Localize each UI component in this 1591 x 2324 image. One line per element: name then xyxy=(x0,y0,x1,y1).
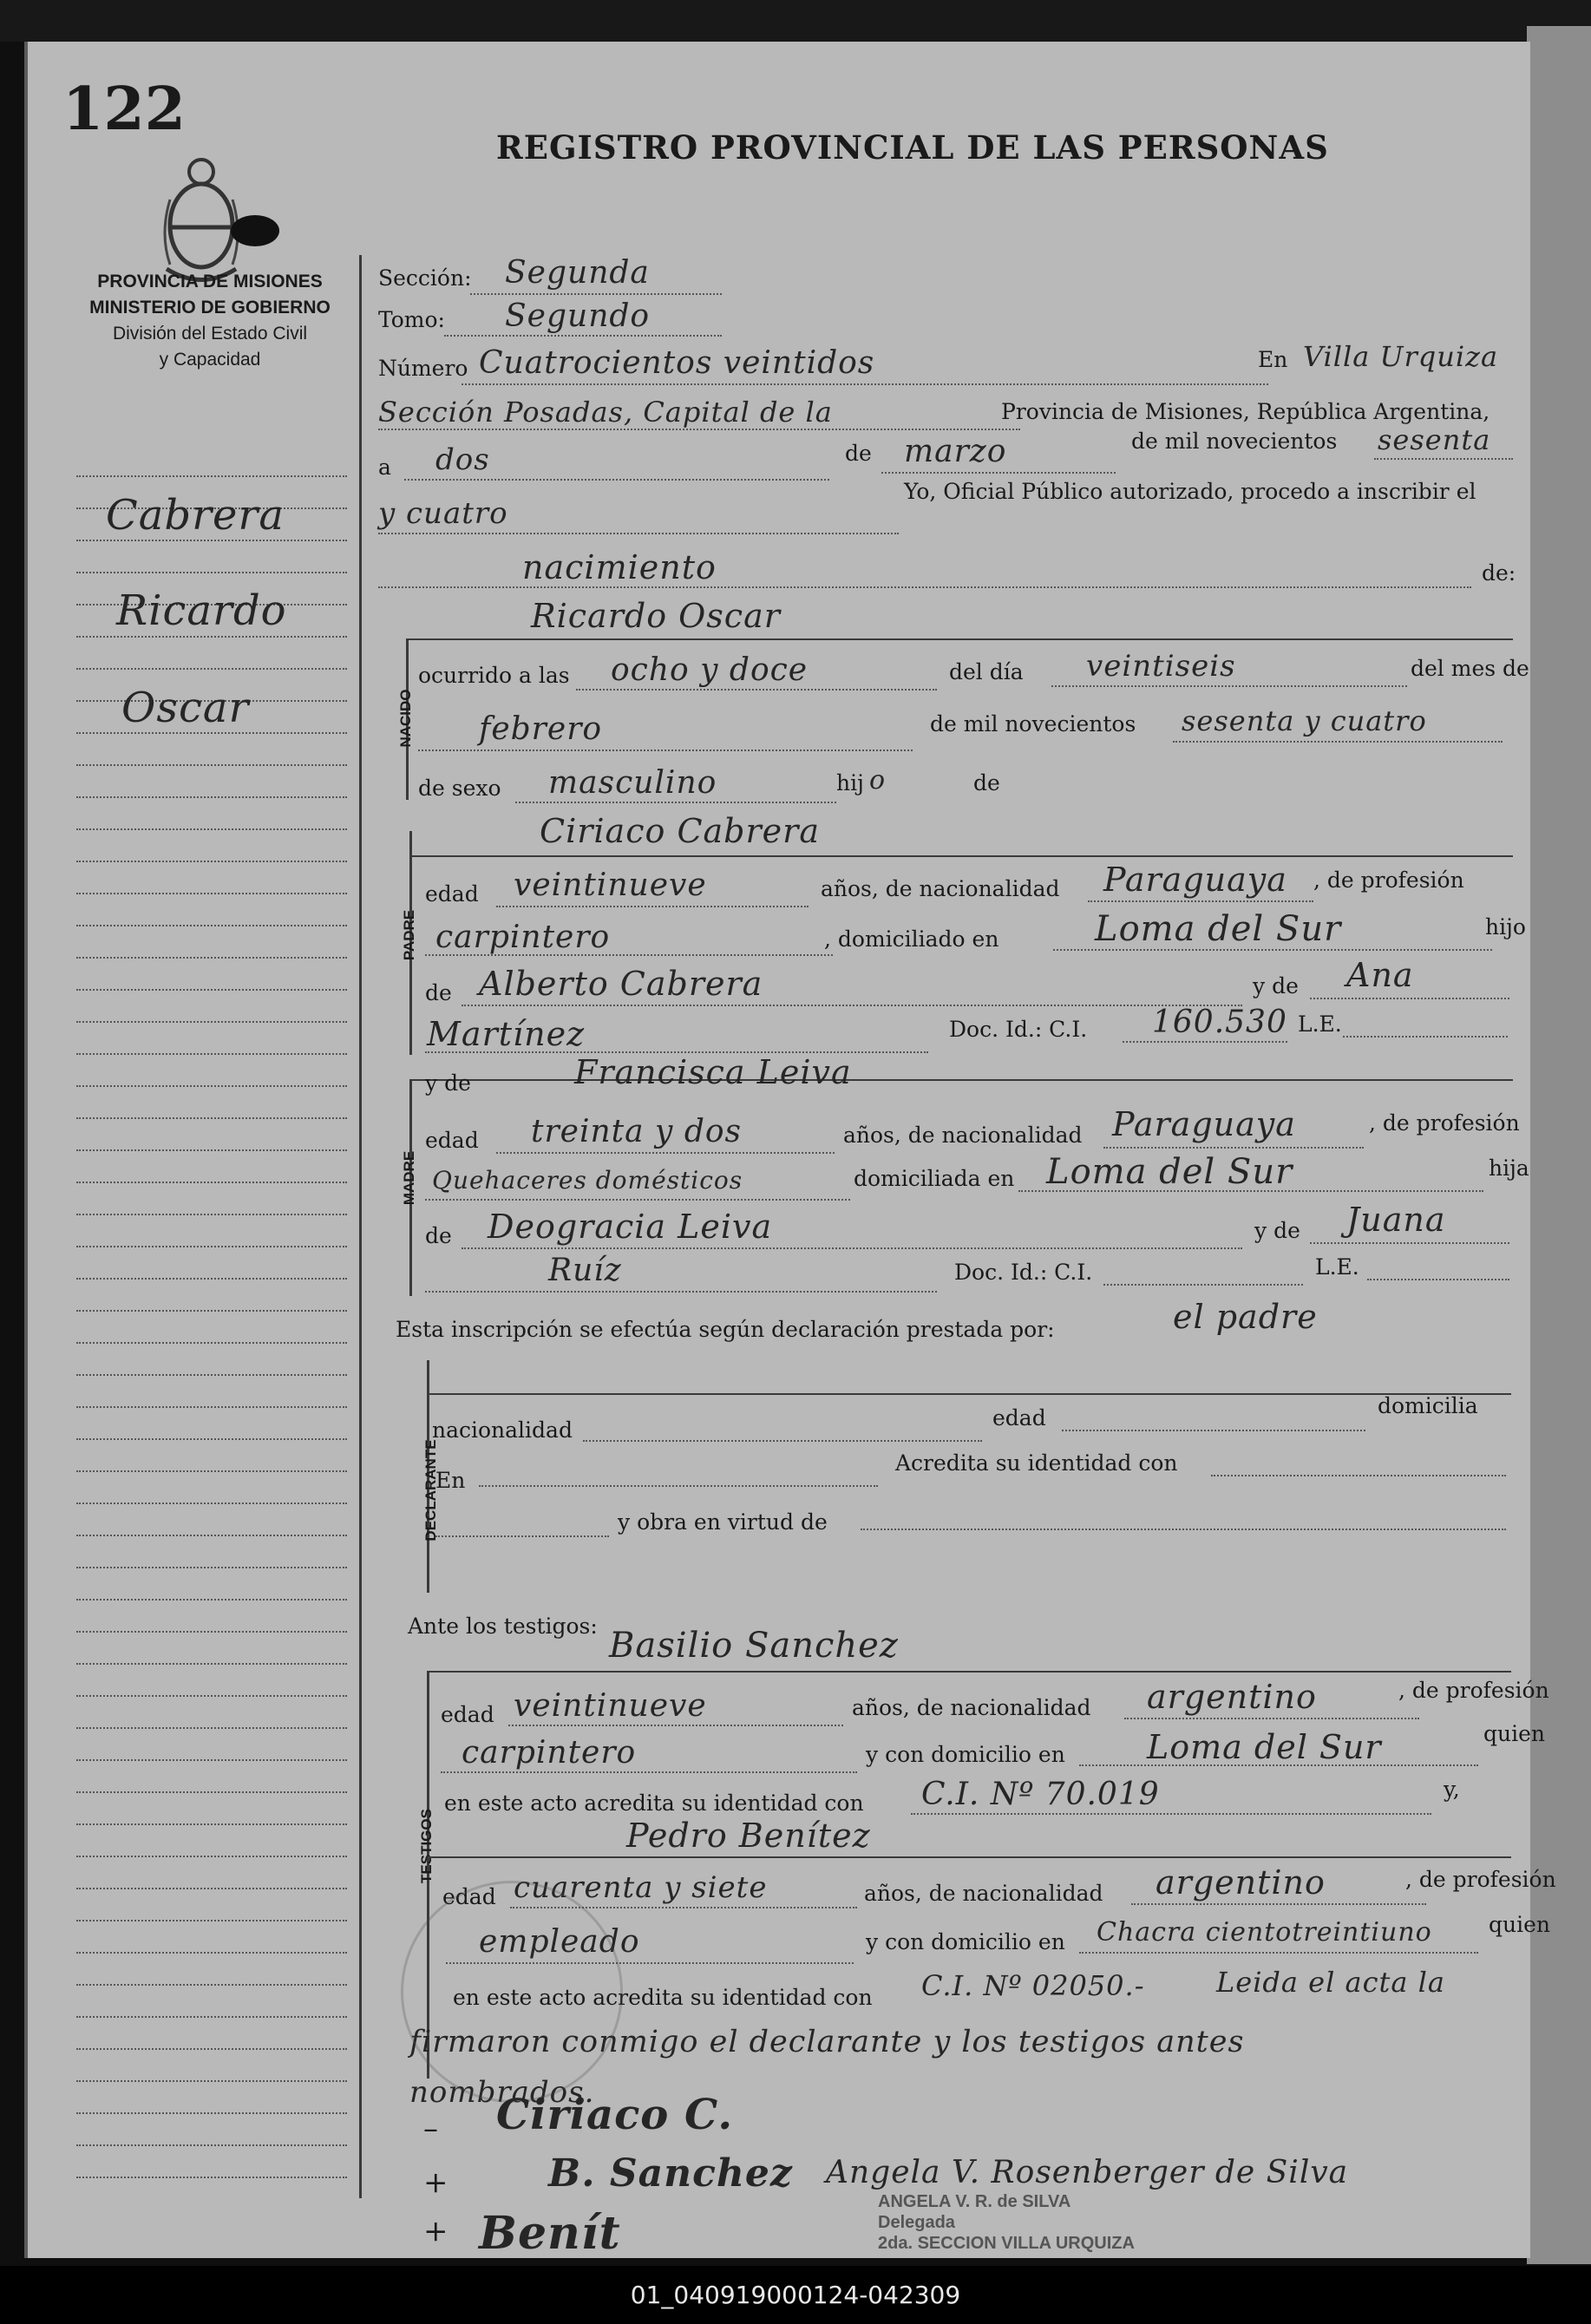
label-madre-le: L.E. xyxy=(1315,1254,1359,1280)
margin-rule-line xyxy=(76,1182,347,1183)
margin-rule-line xyxy=(76,732,347,734)
value-t2-prof: empleado xyxy=(479,1924,640,1960)
label-dec-en: En xyxy=(435,1468,466,1493)
label-padre-prof: , de profesión xyxy=(1313,867,1464,893)
margin-middle-name: Oscar xyxy=(121,684,250,732)
label-padre-doc: Doc. Id.: C.I. xyxy=(949,1017,1088,1042)
value-t1-doc: C.I. Nº 70.019 xyxy=(921,1777,1160,1812)
margin-rule-line xyxy=(76,1021,347,1023)
value-numero: Cuatrocientos veintidos xyxy=(479,345,875,381)
dotted-line xyxy=(1123,1041,1287,1043)
label-hij: hij xyxy=(836,770,864,795)
section-rule xyxy=(427,1856,1511,1858)
office-province: PROVINCIA DE MISIONES xyxy=(97,272,323,291)
value-t1-edad: veintinueve xyxy=(514,1688,707,1724)
margin-surname: Cabrera xyxy=(106,491,285,540)
label-t2-dom: y con domicilio en xyxy=(866,1929,1065,1954)
label-t2-prof: , de profesión xyxy=(1405,1867,1556,1892)
label-t2-quien: quien xyxy=(1489,1912,1550,1937)
dotted-line xyxy=(444,335,722,337)
dotted-line xyxy=(435,1535,609,1537)
label-t1-quien: quien xyxy=(1483,1721,1545,1746)
section-rule xyxy=(427,1393,1511,1395)
value-t1-dom: Loma del Sur xyxy=(1147,1728,1382,1766)
margin-rule-line xyxy=(76,1984,347,1986)
value-t1-nombre: Basilio Sanchez xyxy=(609,1626,899,1666)
margin-rule-line xyxy=(76,668,347,670)
dotted-line xyxy=(861,1529,1506,1530)
margin-rule-line xyxy=(76,1663,347,1665)
value-padre-madre-b: Martínez xyxy=(427,1015,586,1053)
dotted-line xyxy=(583,1440,982,1442)
margin-rule-line xyxy=(76,1567,347,1568)
margin-rule-line xyxy=(76,861,347,862)
label-hijo: hijo xyxy=(1485,914,1526,939)
dotted-line xyxy=(1103,1147,1364,1149)
label-tomo: Tomo: xyxy=(378,307,445,332)
label-padre-edad: edad xyxy=(425,881,479,907)
page-number: 122 xyxy=(62,75,186,144)
value-seccion-ciudad: Sección Posadas, Capital de la xyxy=(378,396,833,429)
value-nombre: Ricardo Oscar xyxy=(531,597,781,635)
margin-rule-line xyxy=(76,2177,347,2178)
margin-rule-line xyxy=(76,1374,347,1376)
margin-rule-line xyxy=(76,1502,347,1504)
office-ministry: MINISTERIO DE GOBIERNO xyxy=(89,298,331,318)
margin-rule-line xyxy=(76,1470,347,1472)
dotted-line xyxy=(441,1771,857,1773)
value-padre-ci: 160.530 xyxy=(1152,1005,1287,1040)
margin-rule-line xyxy=(76,1727,347,1729)
value-t2-nombre: Pedro Benítez xyxy=(626,1817,871,1855)
dotted-line xyxy=(404,479,829,481)
margin-rule-line xyxy=(76,572,347,573)
margin-rule-line xyxy=(76,1952,347,1954)
label-madre-nac: años, de nacionalidad xyxy=(843,1123,1083,1148)
dotted-line xyxy=(1062,1430,1365,1431)
label-seccion: Sección: xyxy=(378,265,472,291)
dotted-line xyxy=(378,586,1471,588)
registry-page xyxy=(24,42,1556,2260)
value-acto: nacimiento xyxy=(522,548,717,586)
value-madre-edad: treinta y dos xyxy=(531,1114,743,1149)
value-dia-nac: veintiseis xyxy=(1086,649,1236,684)
margin-rule-line xyxy=(76,1053,347,1055)
dotted-line xyxy=(515,802,836,803)
dotted-line xyxy=(462,1247,1242,1249)
margin-rule-line xyxy=(76,1085,347,1087)
margin-rule-line xyxy=(76,1438,347,1440)
label-padre-dom: , domiciliado en xyxy=(824,926,999,952)
margin-rule-line xyxy=(76,1342,347,1344)
dotted-line xyxy=(462,383,1268,385)
stamp-name: ANGELA V. R. de SILVA xyxy=(878,2192,1071,2211)
value-t2-nac: argentino xyxy=(1156,1863,1326,1902)
section-rule xyxy=(409,855,1513,857)
margin-rule-line xyxy=(76,2080,347,2082)
stamp-office: 2da. SECCION VILLA URQUIZA xyxy=(878,2234,1135,2253)
margin-rule-line xyxy=(76,828,347,830)
value-hora: ocho y doce xyxy=(611,652,809,688)
signature-oficial: Angela V. Rosenberger de Silva xyxy=(826,2155,1349,2190)
value-madre-madre-a: Juana xyxy=(1346,1201,1446,1239)
margin-rule-line xyxy=(76,636,347,638)
label-t1-dom: y con domicilio en xyxy=(866,1742,1065,1767)
dotted-line xyxy=(1343,1036,1508,1038)
value-padre: Ciriaco Cabrera xyxy=(540,812,820,850)
label-ante-testigos: Ante los testigos: xyxy=(408,1614,598,1639)
value-padre-padre: Alberto Cabrera xyxy=(479,965,763,1003)
office-division: División del Estado Civil xyxy=(112,324,308,344)
margin-rule-line xyxy=(76,796,347,798)
value-t2-dom: Chacra cientotreintiuno xyxy=(1097,1917,1432,1948)
dotted-line xyxy=(911,1813,1431,1815)
dotted-line xyxy=(479,1485,878,1487)
label-dec-nacionalidad: nacionalidad xyxy=(432,1417,573,1443)
margin-rule-line xyxy=(76,2048,347,2050)
value-mes-nac: febrero xyxy=(479,711,603,747)
value-mes: marzo xyxy=(904,434,1007,469)
dotted-line xyxy=(1124,1718,1419,1719)
dotted-line xyxy=(1088,900,1313,902)
value-tomo: Segundo xyxy=(505,298,651,334)
value-declarante: el padre xyxy=(1173,1298,1318,1336)
dotted-line xyxy=(496,1152,835,1154)
label-sexo: de sexo xyxy=(418,776,501,801)
margin-rule-line xyxy=(76,957,347,959)
margin-rule-line xyxy=(76,1278,347,1280)
label-hija: hija xyxy=(1489,1155,1529,1181)
cross-mark: + xyxy=(423,2214,448,2249)
file-id: 01_040919000124-042309 xyxy=(630,2281,961,2309)
dash-mark: – xyxy=(423,2111,438,2146)
label-del-mes: del mes de xyxy=(1411,656,1529,681)
label-t2-edad: edad xyxy=(442,1884,496,1909)
label-dec-edad: edad xyxy=(992,1405,1046,1430)
margin-rule-line xyxy=(76,1310,347,1312)
margin-rule-line xyxy=(76,1856,347,1857)
value-t2-doc: C.I. Nº 02050.- xyxy=(921,1969,1145,2002)
value-cierre-c: nombrados. xyxy=(409,2075,595,2110)
margin-first-name: Ricardo xyxy=(116,586,287,635)
value-seccion: Segunda xyxy=(505,255,650,291)
dotted-line xyxy=(425,1291,937,1293)
value-cierre-a: Leida el acta la xyxy=(1216,1966,1445,1999)
dotted-line xyxy=(1103,1284,1303,1286)
value-t1-prof: carpintero xyxy=(462,1735,637,1771)
margin-rule-line xyxy=(76,764,347,766)
margin-rule-line xyxy=(76,1695,347,1697)
label-ocurrido: ocurrido a las xyxy=(418,663,570,688)
dotted-line xyxy=(1173,741,1503,743)
value-madre: Francisca Leiva xyxy=(574,1053,852,1091)
office-capacity: y Capacidad xyxy=(159,350,261,370)
dotted-line xyxy=(508,1725,843,1726)
label-a: a xyxy=(378,455,391,480)
tab-testigos: TESTIGOS xyxy=(418,1809,435,1883)
margin-rule-line xyxy=(76,1599,347,1601)
label-madre-edad: edad xyxy=(425,1128,479,1153)
value-madre-dom: Loma del Sur xyxy=(1046,1152,1293,1192)
value-padre-madre-a: Ana xyxy=(1346,956,1414,994)
dotted-line xyxy=(576,689,937,691)
margin-rule-line xyxy=(76,925,347,926)
section-rule xyxy=(406,638,1513,640)
value-t2-edad: cuarenta y siete xyxy=(514,1870,768,1905)
value-hijo-suffix: o xyxy=(869,765,887,795)
dotted-line xyxy=(1310,998,1509,999)
dotted-line xyxy=(1053,949,1492,951)
dotted-line xyxy=(378,533,899,534)
stamp-role: Delegada xyxy=(878,2213,955,2232)
label-t1-edad: edad xyxy=(441,1702,494,1727)
margin-rule-line xyxy=(76,1535,347,1536)
label-provincia: Provincia de Misiones, República Argentina, xyxy=(1001,399,1490,424)
label-t1-prof: , de profesión xyxy=(1398,1678,1549,1703)
margin-rule-line xyxy=(76,1791,347,1793)
margin-rule-line xyxy=(76,1149,347,1151)
tab-padre: PADRE xyxy=(401,909,417,961)
page-title: REGISTRO PROVINCIAL DE LAS PERSONAS xyxy=(496,128,1329,167)
value-madre-madre-b: Ruíz xyxy=(548,1253,622,1288)
margin-rule-line xyxy=(76,2016,347,2018)
margin-rule-line xyxy=(76,1246,347,1247)
label-madre-prof: , de profesión xyxy=(1369,1110,1520,1136)
dotted-line xyxy=(470,293,722,295)
label-esta-inscripcion: Esta inscripción se efectúa según declaración prestada por: xyxy=(396,1317,1055,1342)
dotted-line xyxy=(1310,1242,1509,1244)
label-y-de-madre: y de xyxy=(425,1070,471,1096)
dotted-line xyxy=(418,750,913,751)
tab-declarante: DECLARANTE xyxy=(422,1439,439,1542)
label-de-hij: de xyxy=(973,770,1000,795)
value-cierre-b: firmaron conmigo el declarante y los testigos antes xyxy=(409,2025,1245,2059)
label-del-dia: del día xyxy=(949,659,1024,684)
value-madre-prof: Quehaceres domésticos xyxy=(432,1166,743,1195)
margin-rule-line xyxy=(76,1920,347,1921)
label-de-colon: de: xyxy=(1482,560,1516,586)
label-dec-acredita: Acredita su identidad con xyxy=(895,1450,1178,1476)
dotted-line xyxy=(1367,1279,1509,1280)
value-sexo: masculino xyxy=(548,765,717,801)
margin-rule-line xyxy=(76,893,347,894)
label-madre-dom: domiciliada en xyxy=(854,1166,1015,1191)
signature-declarante: Ciriaco C. xyxy=(496,2091,734,2139)
label-padre-le: L.E. xyxy=(1298,1011,1342,1037)
dotted-line xyxy=(1079,1952,1478,1954)
label-de-padre-padre: de xyxy=(425,980,452,1005)
value-t1-nac: argentino xyxy=(1147,1678,1317,1716)
margin-rule-line xyxy=(76,1406,347,1408)
label-de-madre-padre: de xyxy=(425,1223,452,1248)
margin-divider xyxy=(359,255,362,2198)
value-madre-padre: Deogracia Leiva xyxy=(488,1208,773,1246)
dotted-line xyxy=(496,906,809,907)
margin-rule-line xyxy=(76,1631,347,1633)
tab-madre: MADRE xyxy=(401,1150,417,1206)
label-y-comma: y, xyxy=(1444,1777,1460,1802)
label-madre-doc: Doc. Id.: C.I. xyxy=(954,1260,1093,1285)
label-de-mil: de mil novecientos xyxy=(1131,429,1338,454)
value-anio-nac: sesenta y cuatro xyxy=(1182,704,1427,737)
value-padre-dom: Loma del Sur xyxy=(1095,909,1342,949)
signature-testigo-1: B. Sanchez xyxy=(548,2151,793,2196)
dotted-line xyxy=(881,472,1116,474)
office-block xyxy=(62,269,357,373)
value-padre-nac: Paraguaya xyxy=(1103,861,1287,899)
margin-rule-line xyxy=(76,2144,347,2146)
registry-seal-icon xyxy=(401,1881,623,2103)
value-anio-b: y cuatro xyxy=(378,496,508,531)
margin-rule-line xyxy=(76,1214,347,1215)
label-y-de-madre-madre: y de xyxy=(1254,1218,1300,1243)
margin-rule-line xyxy=(76,1759,347,1761)
top-dark-border xyxy=(0,0,1591,42)
label-numero: Número xyxy=(378,356,468,381)
value-padre-edad: veintinueve xyxy=(514,867,707,903)
label-t1-nac: años, de nacionalidad xyxy=(852,1695,1091,1720)
label-t2-nac: años, de nacionalidad xyxy=(864,1881,1103,1906)
file-id-bar xyxy=(0,2266,1591,2324)
label-t1-acredita: en este acto acredita su identidad con xyxy=(444,1790,864,1816)
label-yo-oficial: Yo, Oficial Público autorizado, procedo a inscribir el xyxy=(904,479,1476,504)
dotted-line xyxy=(1131,1903,1426,1905)
margin-rule-line xyxy=(76,1823,347,1825)
dotted-line xyxy=(378,429,1020,430)
cross-mark: + xyxy=(423,2165,448,2200)
margin-rule-line xyxy=(76,540,347,541)
margin-rule-line xyxy=(76,1117,347,1119)
dotted-line xyxy=(1211,1475,1506,1476)
margin-rule-line xyxy=(76,475,347,477)
margin-rule-line xyxy=(76,989,347,991)
label-padre-nac: años, de nacionalidad xyxy=(821,876,1060,901)
label-dec-domicilia: domicilia xyxy=(1378,1393,1478,1418)
dotted-line xyxy=(1051,685,1407,687)
value-dia: dos xyxy=(435,442,490,477)
dotted-line xyxy=(1374,458,1513,460)
dotted-line xyxy=(462,1005,1242,1006)
label-y-de-padre: y de xyxy=(1253,973,1299,998)
value-madre-nac: Paraguaya xyxy=(1112,1105,1296,1143)
label-t2-acredita: en este acto acredita su identidad con xyxy=(453,1985,873,2010)
tab-nacido: NACIDO xyxy=(397,689,414,748)
value-anio-a: sesenta xyxy=(1378,423,1491,456)
value-padre-prof: carpintero xyxy=(435,920,611,955)
section-rule xyxy=(427,1671,1511,1673)
label-en: En xyxy=(1258,347,1288,372)
margin-rule-line xyxy=(76,1888,347,1889)
label-dec-obra: y obra en virtud de xyxy=(618,1509,828,1535)
official-stamp xyxy=(878,2191,1135,2254)
label-de-mil-nac: de mil novecientos xyxy=(930,711,1136,736)
value-en: Villa Urquiza xyxy=(1303,340,1499,373)
signature-testigo-2: Benít xyxy=(479,2207,621,2260)
margin-rule-line xyxy=(76,2112,347,2114)
label-de: de xyxy=(845,441,872,466)
dotted-line xyxy=(425,1199,850,1201)
